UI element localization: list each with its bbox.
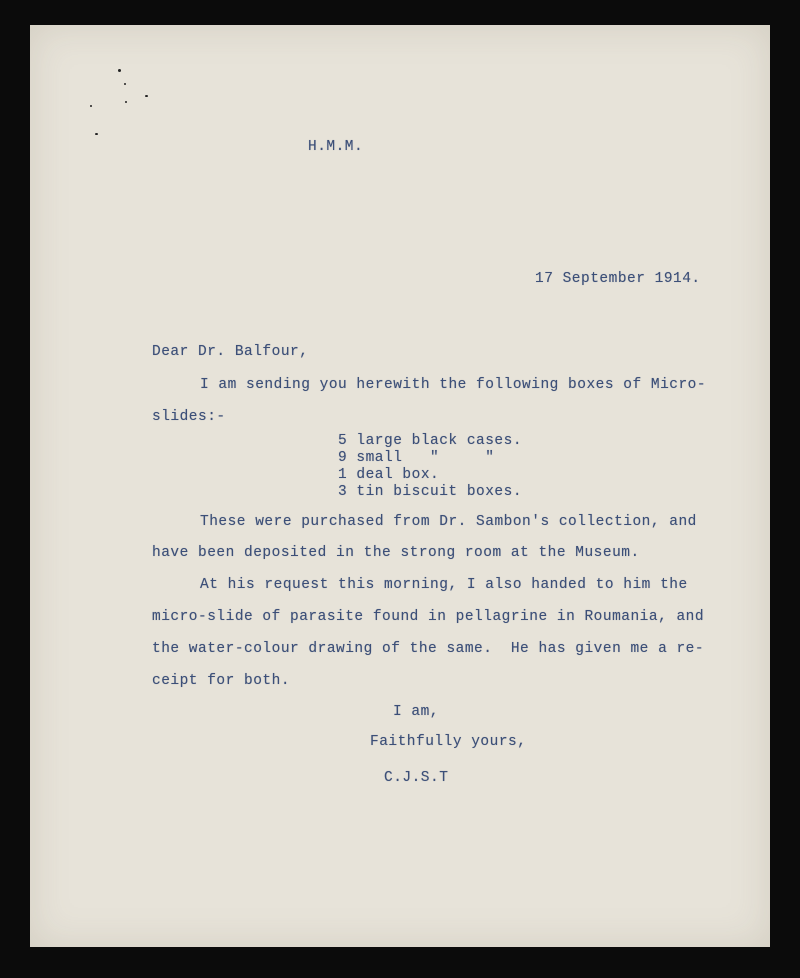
closing-valediction: Faithfully yours, xyxy=(370,734,527,750)
ink-speck xyxy=(124,83,126,85)
paragraph1-line1: I am sending you herewith the following boxes of Micro- xyxy=(200,377,707,393)
initials-header: H.M.M. xyxy=(308,139,364,155)
list-item: 3 tin biscuit boxes. xyxy=(338,484,523,500)
salutation: Dear Dr. Balfour, xyxy=(152,344,309,360)
closing-line: I am, xyxy=(393,704,440,720)
ink-speck xyxy=(90,105,92,107)
paragraph1-line2: slides:- xyxy=(152,409,226,425)
paragraph3-line1: At his request this morning, I also handed to him the xyxy=(200,577,688,593)
ink-speck xyxy=(95,133,98,135)
paragraph3-line3: the water-colour drawing of the same. He has given me a re- xyxy=(152,641,705,657)
list-item: 1 deal box. xyxy=(338,467,440,483)
list-item: 5 large black cases. xyxy=(338,433,523,449)
paragraph3-line4: ceipt for both. xyxy=(152,673,291,689)
signature-initials: C.J.S.T xyxy=(384,770,449,786)
ink-speck xyxy=(125,101,127,103)
paragraph2-line2: have been deposited in the strong room at the Museum. xyxy=(152,545,640,561)
list-item: 9 small " " xyxy=(338,450,495,466)
ink-speck xyxy=(118,69,121,72)
letter-date: 17 September 1914. xyxy=(535,271,701,287)
paragraph2-line1: These were purchased from Dr. Sambon's collection, and xyxy=(200,514,697,530)
paragraph3-line2: micro-slide of parasite found in pellagrine in Roumania, and xyxy=(152,609,705,625)
ink-speck xyxy=(145,95,148,97)
